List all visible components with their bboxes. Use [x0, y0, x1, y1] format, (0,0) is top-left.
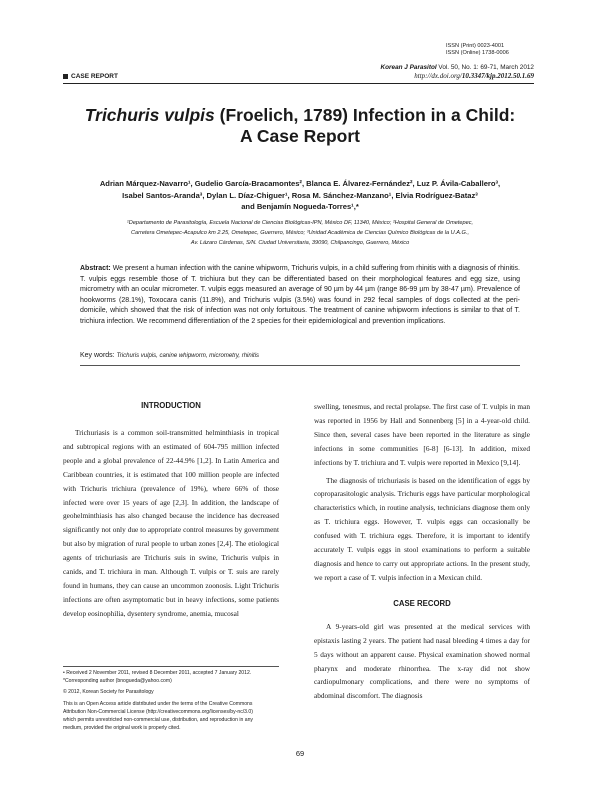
issn-print: ISSN (Print) 0023-4001 — [446, 43, 505, 49]
issn-block — [446, 43, 534, 57]
keywords-divider — [80, 365, 520, 366]
section-label: CASE REPORT — [71, 73, 118, 80]
doi-value: 10.3347/kjp.2012.50.1.69 — [461, 72, 534, 80]
doi-prefix: http://dx.doi.org/ — [414, 72, 462, 80]
article-title — [60, 105, 540, 147]
abstract-text: We present a human infection with the canine whipworm, Trichuris vulpis, in a child suffering from rhinitis with a diagnosis of rhinitis. T. vulpis eggs resemble those of T. trichiura but they can be differentiated based on their morphological features and egg size, using micrometry with an ocular micrometer. T. vulpis eggs measured an average of 90 µm by 44 µm (range 86-99 µm by 38-47 µm). Prevalence of hookworms (28.1%), Toxocara canis (11.8%), and Trichuris vulpis (3.5%) was found in 292 fecal samples of dogs collected at the peri-domicile, which showed that the risk of infection was not only fortuitous. The treatment of canine whipworm infections is similar to that of T. trichiura infection. We recommend differentiation of the 2 species for their epidemiological and prevention implications. — [80, 265, 520, 325]
introduction-paragraph: The diagnosis of trichuriasis is based on the identification of eggs by coproparasitologic analysis. Trichuris eggs have particular morphological characteristics which, in routine analysis, technicians diagnose them only as T. trichiura eggs. However, T. vulpis eggs can occasionally be confused with T. trichiura eggs. Therefore, it is important to identify accurately T. vulpis eggs in stool examinations to perform a suitable diagnosis and hence to carry out appropriate actions. In the present study, we report a case of T. vulpis infection in a Mexican child. — [314, 475, 530, 582]
keywords-value: Trichuris vulpis, canine whipworm, micrometry, rhinitis — [116, 353, 260, 359]
abstract-label: Abstract: — [80, 265, 111, 272]
author-list — [90, 178, 510, 213]
abstract — [80, 264, 520, 328]
introduction-heading: INTRODUCTION — [141, 401, 201, 410]
license-line: This is an Open Access article distributed under the terms of the Creative Commons — [63, 700, 253, 707]
introduction-paragraph-cont: swelling, tenesmus, and rectal prolapse. The first case of T. vulpis in man was reported in 1956 by Hall and Sonnenberg [5] in a 4-year-old child. Since then, several cases have been reported in the literature as single infections in some communities [6-8] [6-13]. In addition, mixed infections by T. trichiura and T. vulpis were reported in Mexico [9,14]. — [314, 402, 530, 467]
received-note: • Received 2 November 2011, revised 8 December 2011, accepted 7 January 2012. — [63, 670, 252, 676]
copyright-note: © 2012, Korean Society for Parasitology — [63, 689, 154, 696]
footnotes — [63, 666, 279, 733]
introduction-paragraph: Trichuriasis is a common soil-transmitted helminthiasis in tropical and subtropical regions with an estimated of 604-795 million infected people and a global prevalence of 22-44.9% [1,2]. In Latin America and Caribbean countries, it is estimated that 100 million people are infected with Trichuris trichiura (prevalence of 19%), where 66% of those infected were over 15 years of age [2,3]. In addition, the landscape of geohelminthiasis has also changed because the incidence has decreased significantly not only due to appropriate control measures by government but also by migration of rural people to urban zones [2,4]. The etiological agents of trichuriasis are Trichuris suis in swine, Trichuris vulpis in canids, and T. trichiura in man. Although T. vulpis or T. suis are rarely found in humans, they can cause an uncommon zoonosis. Light Trichuris infections are often asymptomatic but in heavy infections, some patients develop eosinophilia, dysentery syndrome, anemia, mucosal — [63, 428, 279, 618]
page-number: 69 — [295, 749, 305, 758]
corresponding-author: *Corresponding author (bnogueda@yahoo.com) — [63, 678, 172, 685]
title-line2: A Case Report — [240, 126, 360, 146]
journal-citation — [381, 63, 534, 72]
license-line: which permits unrestricted non-commercial use, distribution, and reproduction in any — [63, 717, 253, 724]
case-record-heading: CASE RECORD — [393, 598, 451, 608]
doi-link[interactable] — [414, 72, 534, 80]
license-line: Attribution Non-Commercial License (http://creativecommons.org/licenses/by-nc/3.0) — [63, 708, 253, 715]
title-line1-rest: (Froelich, 1789) Infection in a Child: — [214, 105, 516, 125]
title-species: Trichuris vulpis — [84, 105, 215, 125]
affiliation-line: Av. Lázaro Cárdenas, S/N. Ciudad Universitaria, 39090, Chilpancingo, Guerrero, México — [190, 240, 410, 246]
affiliations — [85, 218, 515, 248]
journal-issue: Vol. 50, No. 1: 69-71, March 2012 — [438, 64, 534, 71]
left-column — [63, 400, 279, 621]
section-badge — [63, 73, 118, 80]
affiliation-line: ¹Departamento de Parasitología, Escuela Nacional de Ciencias Biológicas-IPN, México DF, 11340, México; ²Hospital General de Ometepec, — [126, 220, 474, 226]
keywords-label: Key words: — [80, 352, 115, 359]
right-column — [314, 400, 530, 703]
case-record-paragraph: A 9-years-old girl was presented at the medical services with epistaxis lasting 2 years. The patient had nasal bleeding 4 times a day for 5 days without an apparent cause. Physical examination showed normal pharynx and moderate rhinorrhea. The x-ray did not show cardiopulmonary complications, and there were no symptoms of abdominal discomfort. The diagnosis — [314, 621, 530, 701]
issn-online: ISSN (Online) 1738-0006 — [446, 50, 509, 56]
keywords — [80, 351, 520, 361]
license-line: medium, provided the original work is properly cited. — [63, 725, 181, 732]
journal-name: Korean J Parasitol — [380, 64, 437, 71]
authors-line: Adrian Márquez-Navarro¹, Gudelio García-Bracamontes², Blanca E. Álvarez-Fernández², Luz P. Ávila-Caballero³, — [99, 179, 501, 188]
header-divider — [63, 83, 534, 84]
authors-line: Isabel Santos-Aranda³, Dylan L. Díaz-Chiguer¹, Rosa M. Sánchez-Manzano¹, Elvia Rodríguez-Bataz³ — [122, 190, 478, 200]
affiliation-line: Carretera Ometepec-Acapulco km 2.25, Ometepec, Guerrero, México; ³Unidad Académica de Ciencias Químico Biológicas de la U.A.G., — [130, 230, 470, 236]
authors-line: and Benjamín Nogueda-Torres¹,* — [241, 202, 359, 211]
square-bullet-icon — [63, 74, 68, 79]
